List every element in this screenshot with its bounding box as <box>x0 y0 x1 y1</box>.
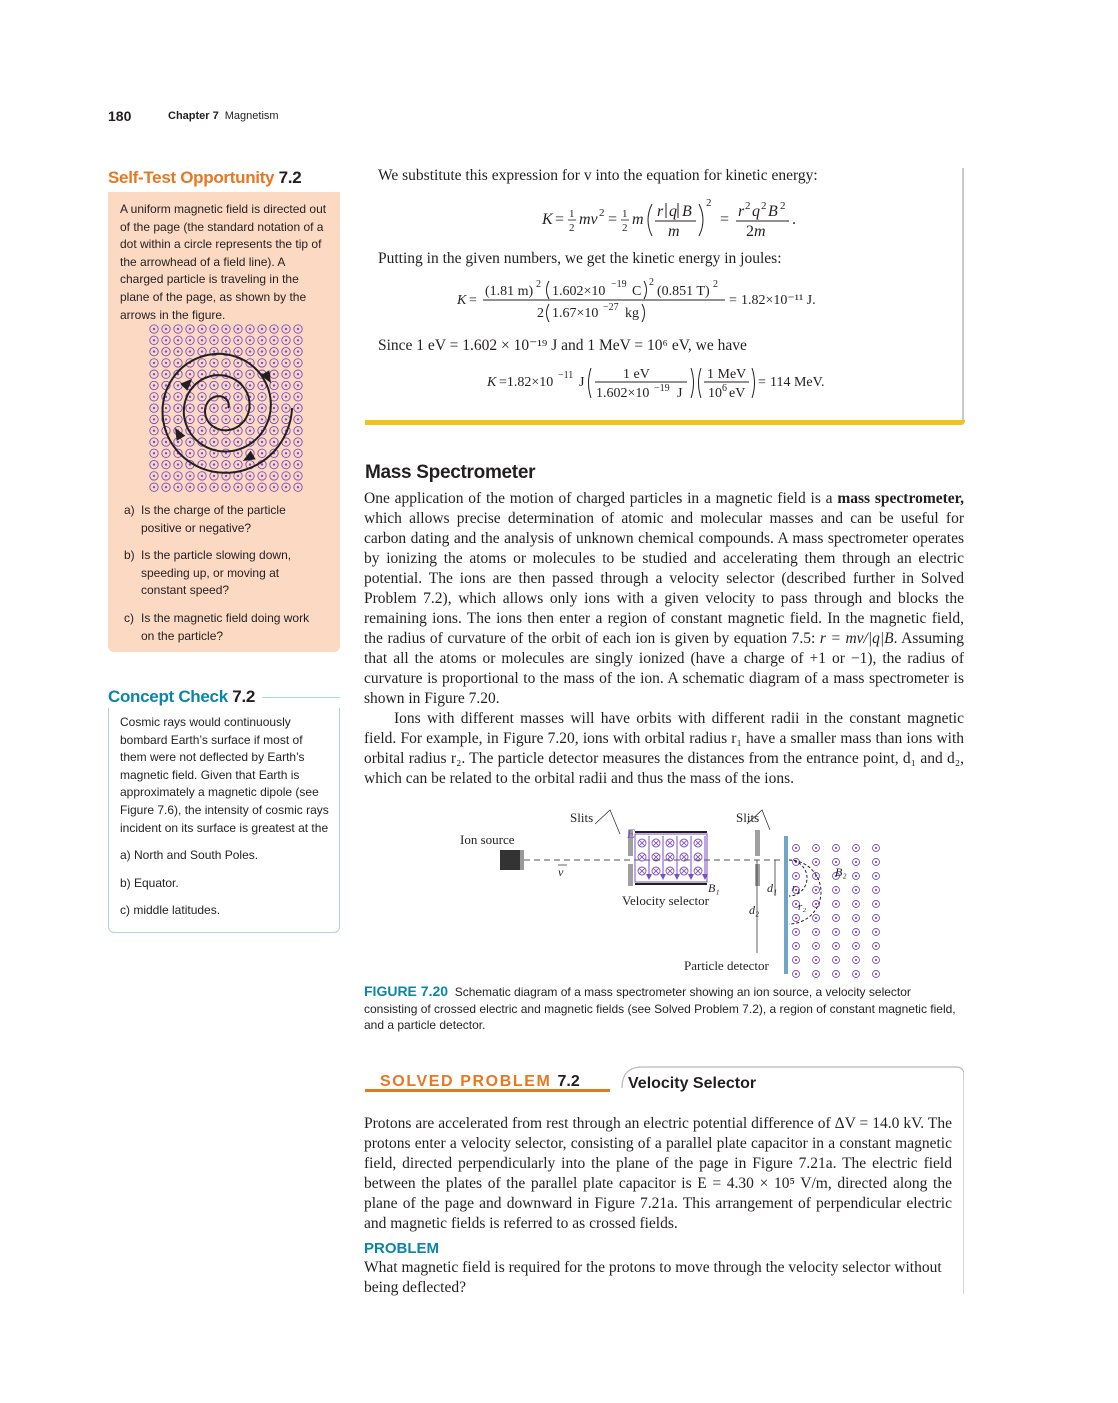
section-paragraph-2: Ions with different masses will have orbits with different radii in the constant magnetic field. For example, in Figure 7.20, ions with orbital radius r₁ have a smaller mass than ions with orbital radius r₂. The particle detector measures the distances from the entrance point, d₁ and d₂, which can be related to the orbital radii and thus the mass of the ions. <box>364 710 964 787</box>
section-body <box>364 489 964 789</box>
svg-text:.: . <box>792 211 796 228</box>
concept-check-text: Cosmic rays would continuously bombard Earth’s surface if most of them were not deflected by Earth’s magnetic field. Given that Earth is approximately a magnetic dipole (see Figure 7.6), the intensity of cosmic rays incident on its surface is greatest at the <box>120 715 329 835</box>
svg-text:1: 1 <box>622 208 628 220</box>
svg-text:2: 2 <box>746 223 754 240</box>
figure-caption: FIGURE 7.20 Schematic diagram of a mass spectrometer showing an ion source, a velocity selector consisting of crossed electric and magnetic fields (see Solved Problem 7.2), a region of constant magnetic field, and a particle detector. <box>364 983 956 1032</box>
section-paragraph-1: One application of the motion of charged particles in a magnetic field is a mass spectrometer, which allows precise determination of atomic and molecular masses and can be useful for carbon dating and the analysis of unknown chemical compounds. A mass spectrometer operates by ionizing the atoms or molecules to be studied and accelerating them through an electric potential. The ions are then passed through a velocity selector (described further in Solved Problem 7.2), which allows only ions with a given velocity to pass through and blocks the remaining ions. The ions then enter a region of constant magnetic field. In the magnetic field, the radius of curvature of the orbit of each ion is given by equation 7.5: r = mv/|q|B. Assuming that all the atoms or molecules are singly ionized (have a charge of +1 or −1), the radius of curvature is proportional to the mass of the ion. A schematic diagram of a mass spectrometer is shown in Figure 7.20. <box>364 490 964 707</box>
svg-text:=: = <box>555 211 565 228</box>
svg-text:2: 2 <box>761 200 767 212</box>
svg-text:2: 2 <box>536 279 541 290</box>
chapter-title: Magnetism <box>224 110 279 122</box>
figure-caption-label: FIGURE 7.20 <box>364 983 449 999</box>
svg-text:m: m <box>668 223 680 240</box>
option-b: b) Equator. <box>120 875 179 890</box>
svg-text:q: q <box>752 203 760 220</box>
svg-text:B: B <box>682 203 692 220</box>
svg-text:=: = <box>608 211 618 228</box>
svg-text:1.602×10: 1.602×10 <box>552 284 606 299</box>
svg-text:mv: mv <box>579 211 598 228</box>
ion-source-block <box>500 850 520 870</box>
kinetic-energy-joules-equation <box>455 275 855 325</box>
svg-text:2: 2 <box>780 200 786 212</box>
svg-text:q: q <box>669 203 677 220</box>
solved-problem-title: Velocity Selector <box>628 1075 757 1092</box>
svg-text:1: 1 <box>569 208 575 220</box>
self-test-number: 7.2 <box>278 168 302 187</box>
svg-text:kg: kg <box>625 306 639 321</box>
b1-label: B₁ <box>708 881 720 895</box>
concept-check-options <box>120 847 330 930</box>
option-a: a) North and South Poles. <box>120 848 259 862</box>
self-test-intro: A uniform magnetic field is directed out of the page (the standard notation of a dot within a circle represents the tip of the arrowhead of a field line). A charged particle is traveling in the plane of the page, as shown by the arrows in the figure. <box>120 202 327 322</box>
problem-heading: PROBLEM <box>364 1240 439 1257</box>
svg-text:=: = <box>729 293 737 308</box>
svg-text:−11: −11 <box>558 370 574 381</box>
running-header <box>168 110 279 122</box>
svg-text:=: = <box>758 375 766 390</box>
direction-arrow <box>171 425 186 440</box>
svg-text:m: m <box>754 223 766 240</box>
self-test-title <box>108 168 301 188</box>
svg-text:(1.81 m): (1.81 m) <box>485 284 534 299</box>
particle-spiral-path <box>163 354 293 473</box>
e-field-label: E <box>627 826 635 841</box>
particle-detector-label: Particle detector <box>684 958 769 973</box>
result-mev: 114 MeV. <box>770 375 825 390</box>
question-c: c) Is the magnetic field doing work on the particle? <box>124 610 310 643</box>
velocity-selector-label: Velocity selector <box>622 893 709 908</box>
example-right-border <box>962 168 964 424</box>
solved-problem-number: 7.2 <box>557 1073 580 1090</box>
svg-text:J: J <box>579 375 585 390</box>
svg-text:r: r <box>657 203 664 220</box>
svg-text:K: K <box>542 211 553 228</box>
svg-text:−19: −19 <box>611 279 627 290</box>
svg-text:C: C <box>632 284 642 299</box>
option-c: c) middle latitudes. <box>120 903 221 918</box>
page-number: 180 <box>108 108 132 124</box>
slit-right-lower <box>755 864 760 886</box>
concept-check-number: 7.2 <box>232 687 256 706</box>
slits-label-right: Slits <box>736 810 760 825</box>
svg-text:J: J <box>677 386 683 401</box>
r1-label: r₁ <box>792 882 801 894</box>
selector-field <box>638 836 708 880</box>
energy-conversion-equation <box>485 360 830 404</box>
svg-text:2: 2 <box>537 306 544 321</box>
svg-text:2: 2 <box>713 279 718 290</box>
question-a: a) Is the charge of the particle positive or negative? <box>124 503 286 535</box>
svg-text:2: 2 <box>599 207 605 219</box>
example-line-1: We substitute this expression for v into the equation for kinetic energy: <box>378 167 818 184</box>
kinetic-energy-equation <box>540 192 840 242</box>
svg-text:1 MeV: 1 MeV <box>707 367 747 382</box>
slit-right-upper <box>755 830 760 856</box>
svg-text:(0.851 T): (0.851 T) <box>657 284 710 299</box>
slit-left-lower <box>628 864 633 886</box>
svg-text:2: 2 <box>649 277 654 288</box>
svg-text:2: 2 <box>569 222 575 234</box>
svg-text:10: 10 <box>708 386 722 401</box>
svg-text:2: 2 <box>622 222 628 234</box>
b2-label: B₂ <box>835 865 847 879</box>
concept-check-label: Concept Check <box>108 687 228 706</box>
svg-text:K: K <box>457 293 467 308</box>
svg-text:eV: eV <box>729 386 746 401</box>
svg-text:=1.82×10: =1.82×10 <box>499 375 554 390</box>
svg-text:B: B <box>768 203 778 220</box>
self-test-questions <box>124 502 324 655</box>
r2-label: r₂ <box>798 901 807 913</box>
svg-text:2: 2 <box>745 200 751 212</box>
question-b: b) Is the particle slowing down, speeding up, or moving at constant speed? <box>124 548 292 598</box>
svg-text:−19: −19 <box>654 383 670 394</box>
svg-text:1.67×10: 1.67×10 <box>552 306 599 321</box>
svg-text:r: r <box>738 203 745 220</box>
result-joules: 1.82×10⁻¹¹ J. <box>741 293 816 308</box>
ion-source-label: Ion source <box>460 832 515 847</box>
solved-problem-label: SOLVED PROBLEM 7.2 <box>380 1073 580 1090</box>
example-bottom-bar <box>365 420 965 425</box>
svg-text:=: = <box>720 211 730 228</box>
slits-label-left: Slits <box>570 810 594 825</box>
chapter-label: Chapter 7 <box>168 110 219 122</box>
d2-label: d₂ <box>749 903 760 917</box>
svg-text:6: 6 <box>722 383 727 394</box>
solved-problem-body: Protons are accelerated from rest through an electric potential difference of ΔV = 14.0 kV. The protons enter a velocity selector, consisting of a parallel plate capacitor in a constant magnetic field, directed perpendicularly into the plane of the page in Figure 7.21a. The electric field between the plates of the parallel plate capacitor is E = 4.30 × 10⁵ V/m, directed along the plane of the page and downward in Figure 7.21a. This arrangement of perpendicular electric and magnetic fields is referred to as crossed fields. <box>364 1115 952 1232</box>
mass-spectrometer-diagram <box>455 808 895 980</box>
radius-equation: r = mv/|q|B <box>819 630 894 647</box>
svg-text:−27: −27 <box>603 302 619 313</box>
svg-text:=: = <box>469 293 477 308</box>
svg-text:m: m <box>632 211 644 228</box>
svg-text:1 eV: 1 eV <box>623 367 650 382</box>
key-term: mass spectrometer, <box>837 490 964 507</box>
self-test-label: Self-Test Opportunity <box>108 168 275 187</box>
example-line-2: Putting in the given numbers, we get the kinetic energy in joules: <box>378 250 782 267</box>
velocity-label: v <box>558 865 564 879</box>
example-line-3: Since 1 eV = 1.602 × 10⁻¹⁹ J and 1 MeV = 10⁶ eV, we have <box>378 337 747 354</box>
svg-text:1.602×10: 1.602×10 <box>596 386 650 401</box>
self-test-field-figure <box>148 323 304 493</box>
svg-text:2: 2 <box>706 197 712 209</box>
d1-label: d₁ <box>767 881 778 895</box>
svg-text:K: K <box>487 375 497 390</box>
problem-text: What magnetic field is required for the protons to move through the velocity selector without being deflected? <box>364 1259 942 1296</box>
concept-check-title <box>108 687 255 707</box>
section-title: Mass Spectrometer <box>365 462 536 483</box>
concept-check-rule <box>262 697 340 698</box>
